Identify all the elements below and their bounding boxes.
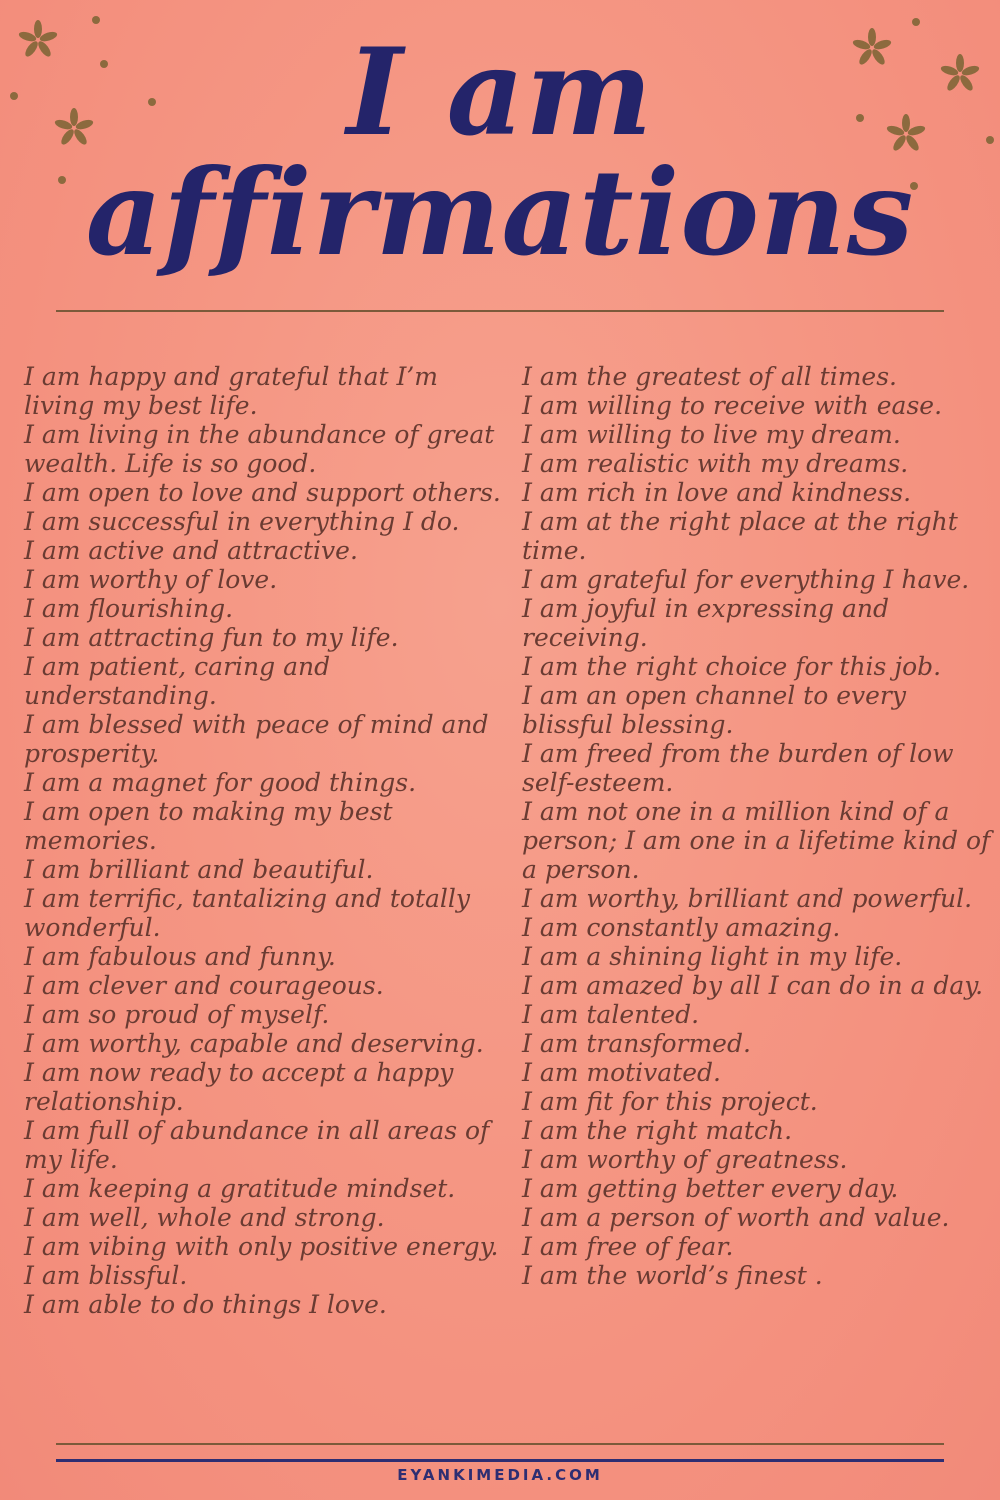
affirmation-item: I am living in the abundance of great wealth. Life is so good. <box>24 420 495 478</box>
affirmation-item: I am transformed. <box>522 1029 751 1058</box>
affirmation-item: I am brilliant and beautiful. <box>24 855 374 884</box>
divider-bottom <box>56 1443 944 1445</box>
affirmation-item: I am realistic with my dreams. <box>522 449 909 478</box>
affirmation-item: I am worthy of greatness. <box>522 1145 848 1174</box>
affirmation-item: I am grateful for everything I have. <box>522 565 970 594</box>
affirmation-item: I am not one in a million kind of a person; I am one in a lifetime kind of a person. <box>522 797 991 884</box>
affirmation-item: I am a person of worth and value. <box>522 1203 950 1232</box>
footer-website: EYANKIMEDIA.COM <box>397 1466 603 1484</box>
affirmation-item: I am freed from the burden of low self-esteem. <box>522 739 954 797</box>
affirmation-item: I am well, whole and strong. <box>24 1203 385 1232</box>
divider-bottom-accent <box>56 1459 944 1462</box>
affirmation-item: I am keeping a gratitude mindset. <box>24 1174 456 1203</box>
affirmation-item: I am an open channel to every blissful blessing. <box>522 681 907 739</box>
affirmation-item: I am the right match. <box>522 1116 793 1145</box>
affirmation-item: I am rich in love and kindness. <box>522 478 912 507</box>
affirmation-item: I am a shining light in my life. <box>522 942 903 971</box>
affirmation-item: I am worthy, brilliant and powerful. <box>522 884 973 913</box>
affirmation-item: I am the greatest of all times. <box>522 362 897 391</box>
affirmation-item: I am talented. <box>522 1000 700 1029</box>
affirmation-item: I am patient, caring and understanding. <box>24 652 331 710</box>
affirmation-item: I am flourishing. <box>24 594 234 623</box>
affirmation-item: I am amazed by all I can do in a day. <box>522 971 984 1000</box>
affirmation-item: I am clever and courageous. <box>24 971 384 1000</box>
affirmation-item: I am willing to live my dream. <box>522 420 901 449</box>
affirmation-item: I am now ready to accept a happy relationship. <box>24 1058 454 1116</box>
affirmation-item: I am worthy, capable and deserving. <box>24 1029 484 1058</box>
affirmation-item: I am able to do things I love. <box>24 1290 387 1319</box>
affirmation-item: I am the right choice for this job. <box>522 652 942 681</box>
affirmation-item: I am willing to receive with ease. <box>522 391 943 420</box>
affirmation-item: I am worthy of love. <box>24 565 278 594</box>
affirmation-item: I am open to love and support others. <box>24 478 501 507</box>
affirmation-item: I am open to making my best memories. <box>24 797 393 855</box>
affirmation-item: I am a magnet for good things. <box>24 768 417 797</box>
affirmation-item: I am free of fear. <box>522 1232 734 1261</box>
divider-top <box>56 310 944 312</box>
affirmation-item: I am successful in everything I do. <box>24 507 460 536</box>
affirmation-item: I am at the right place at the right time. <box>522 507 958 565</box>
affirmation-item: I am terrific, tantalizing and totally wonderful. <box>24 884 471 942</box>
affirmation-item: I am attracting fun to my life. <box>24 623 399 652</box>
affirmation-item: I am joyful in expressing and receiving. <box>522 594 890 652</box>
affirmation-item: I am constantly amazing. <box>522 913 841 942</box>
title-line-1: I am <box>346 22 654 163</box>
affirmation-item: I am blissful. <box>24 1261 188 1290</box>
affirmation-item: I am fit for this project. <box>522 1087 818 1116</box>
title-line-2: affirmations <box>85 143 915 282</box>
affirmation-item: I am full of abundance in all areas of my life. <box>24 1116 490 1174</box>
affirmation-item: I am fabulous and funny. <box>24 942 336 971</box>
affirmation-item: I am vibing with only positive energy. <box>24 1232 499 1261</box>
affirmation-item: I am blessed with peace of mind and prosperity. <box>24 710 489 768</box>
affirmation-item: I am so proud of myself. <box>24 1000 330 1029</box>
affirmations-left-column <box>24 362 502 1319</box>
affirmation-item: I am the world’s finest . <box>522 1261 823 1290</box>
affirmations-right-column <box>522 362 992 1290</box>
affirmation-item: I am happy and grateful that I’m living my best life. <box>24 362 438 420</box>
affirmation-item: I am motivated. <box>522 1058 721 1087</box>
affirmation-item: I am active and attractive. <box>24 536 358 565</box>
affirmation-item: I am getting better every day. <box>522 1174 899 1203</box>
